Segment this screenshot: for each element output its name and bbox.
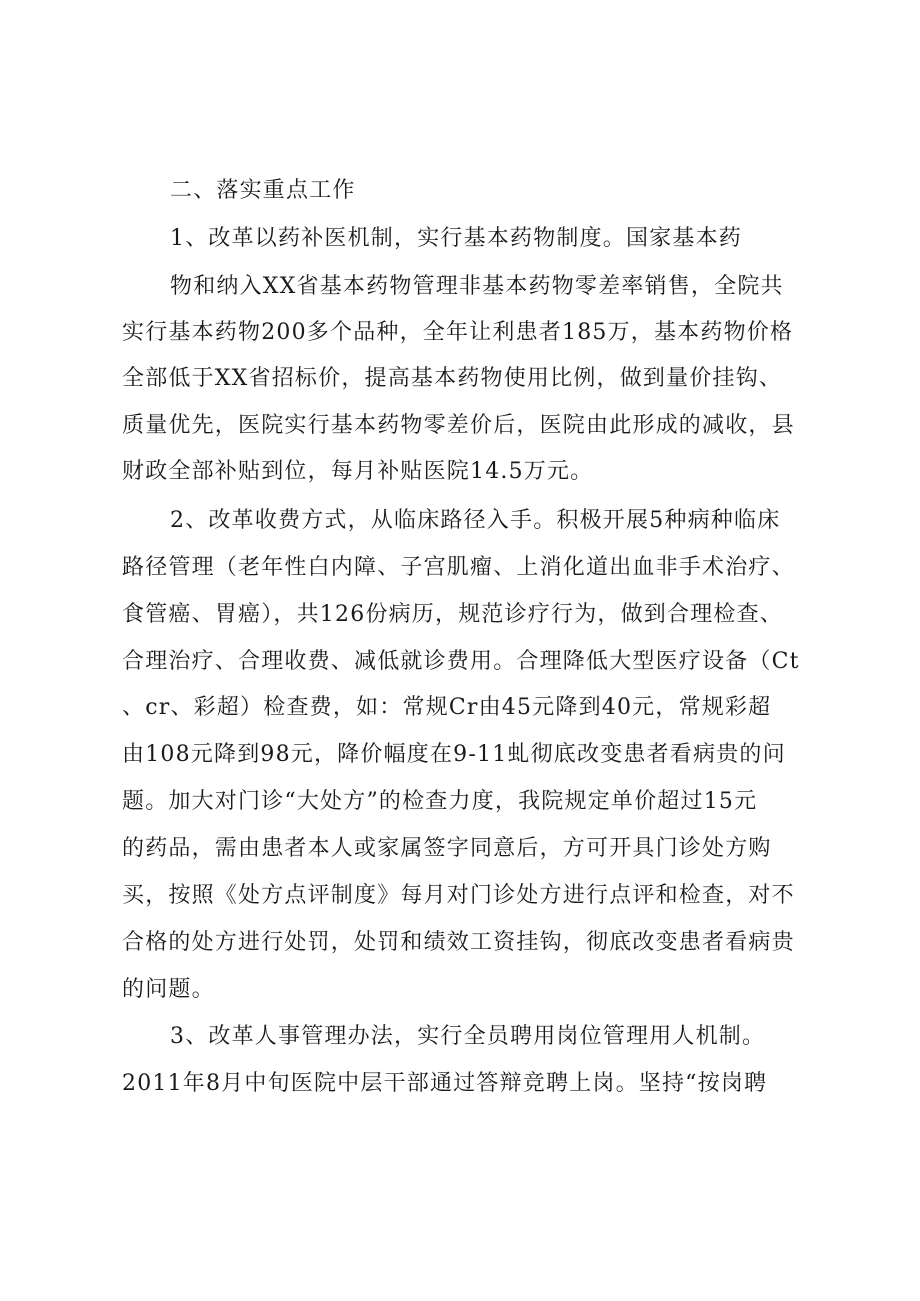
para2-line-6: 由108元降到98元，降价幅度在9-11虬彻底改变患者看病贵的问 <box>122 742 786 767</box>
para2-line-9: 买，按照《处方点评制度》每月对门诊处方进行点评和检查，对不 <box>122 883 795 908</box>
para2-line-2: 路径管理（老年性白内障、子宫肌瘤、上消化道出血非手术治疗、 <box>122 555 795 580</box>
para1-line-3: 实行基本药物200多个品种，全年让利患者185万，基本药物价格 <box>122 320 794 345</box>
para2-line-4: 合理治疗、合理收费、减低就诊费用。合理降低大型医疗设备（Ct <box>122 649 800 674</box>
para3-line-2: 2011年8月中旬医院中层干部通过答辩竞聘上岗。坚持“按岗聘 <box>122 1071 768 1096</box>
para2-line-5: 、cr、彩超）检查费，如：常规Cr由45元降到40元，常规彩超 <box>122 695 772 720</box>
para2-line-10: 合格的处方进行处罚，处罚和绩效工资挂钩，彻底改变患者看病贵 <box>122 930 795 955</box>
para3-line-1: 3、改革人事管理办法，实行全员聘用岗位管理用人机制。 <box>170 1024 766 1049</box>
para1-line-1: 1、改革以药补医机制，实行基本药物制度。国家基本药 <box>170 226 742 251</box>
para1-line-6: 财政全部补贴到位，每月补贴医院14.5万元。 <box>122 459 594 484</box>
para2-line-11: 的问题。 <box>122 977 215 1002</box>
para2-line-3: 食管癌、胃癌），共126份病历，规范诊疗行为，做到合理检查、 <box>122 602 783 627</box>
para1-line-4: 全部低于XX省招标价，提高基本药物使用比例，做到量价挂钩、 <box>122 366 783 391</box>
para1-line-5: 质量优先，医院实行基本药物零差价后，医院由此形成的减收，县 <box>122 413 795 438</box>
para1-line-2: 物和纳入XX省基本药物管理非基本药物零差率销售，全院共 <box>170 274 784 299</box>
para2-line-1: 2、改革收费方式，从临床路径入手。积极开展5种病种临床 <box>170 508 781 533</box>
para2-line-7: 题。加大对门诊“大处方”的检查力度，我院规定单价超过15元 <box>122 789 758 814</box>
para2-line-8: 的药品，需由患者本人或家属签字同意后，方可开具门诊处方购 <box>122 836 772 861</box>
section-heading: 二、落实重点工作 <box>170 178 356 203</box>
